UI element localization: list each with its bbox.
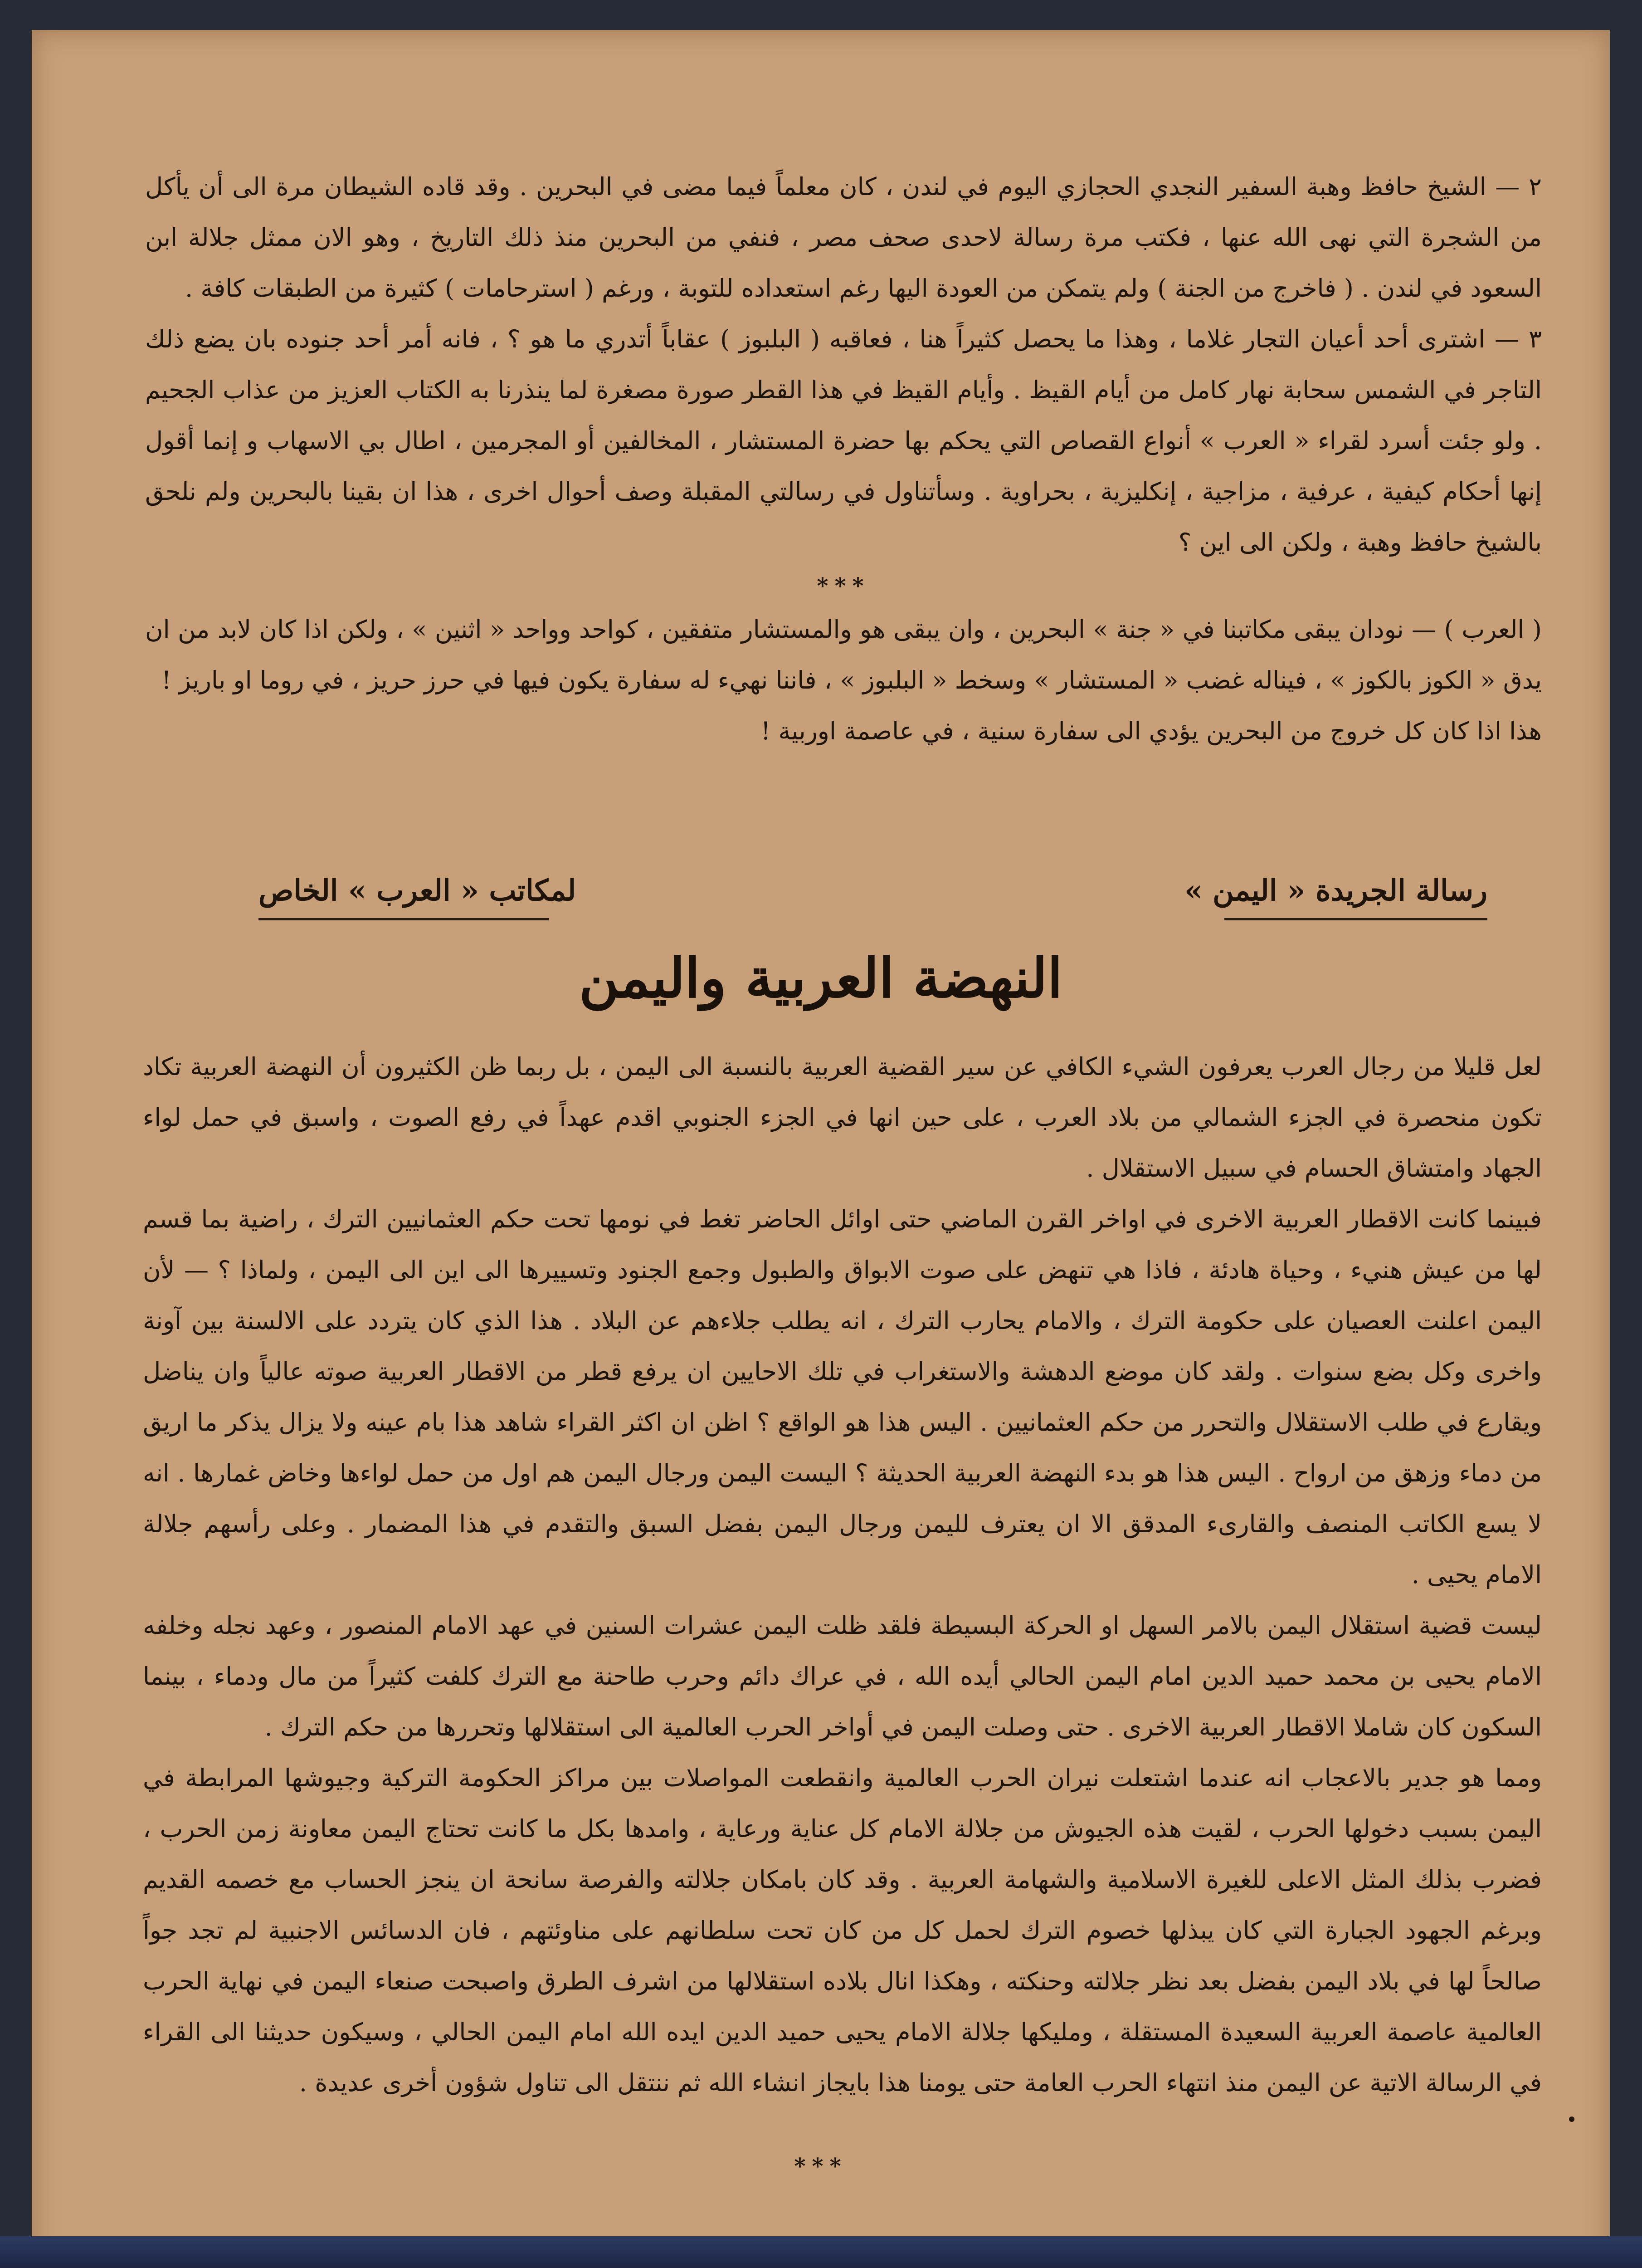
article-body (143, 1041, 1542, 2108)
rubric-underline-right (1224, 918, 1487, 920)
article-rubric-correspondent: لمكاتب « العرب » الخاص (258, 874, 576, 908)
article-paragraph: فبينما كانت الاقطار العربية الاخرى في اواخر القرن الماضي حتى اوائل الحاضر تغط في نومها تحت حكم العثمانيين الترك ، راضية بما قسم لها من عيش هنيء ، وحياة هادئة ، فاذا هي تنهض على صوت الابواق والطبول وجمع الجنود وتسييرها الى اين الى اليمن ، ولماذا ؟ — لأن اليمن اعلنت العصيان على حكومة الترك ، والامام يحارب الترك ، انه يطلب جلاءهم عن البلاد . هذا الذي كان يتردد على الالسنة بين آونة واخرى وكل بضع سنوات . ولقد كان موضع الدهشة والاستغراب في تلك الاحايين ان يرفع قطر من الاقطار العربية صوته عالياً وان يناضل ويقارع في طلب الاستقلال والتحرر من حكم العثمانيين . اليس هذا هو الواقع ؟ اظن ان اكثر القراء شاهد هذا بام عينه ولا يزال يذكر ما اريق من دماء وزهق من ارواح . اليس هذا هو بدء النهضة العربية الحديثة ؟ اليست اليمن ورجال اليمن هم اول من حمل لواءها وخاض غمارها . انه لا يسع الكاتب المنصف والقارىء المدقق الا ان يعترف لليمن ورجال اليمن بفضل السبق والتقدم في هذا المضمار . وعلى رأسهم جلالة الامام يحيى . (143, 1205, 1542, 1589)
binding-edge (0, 2236, 1642, 2268)
section-separator: *** (817, 573, 870, 599)
article-paragraph: ومما هو جدير بالاعجاب انه عندما اشتعلت نيران الحرب العالمية وانقطعت المواصلات بين مراكز الحكومة التركية وجيوشها المرابطة في اليمن بسبب دخولها الحرب ، لقيت هذه الجيوش من جلالة الامام كل عناية ورعاية ، وامدها بكل ما كانت تحتاج اليمن معاونة زمن الحرب ، فضرب بذلك المثل الاعلى للغيرة الاسلامية والشهامة العربية . وقد كان بامكان جلالته والفرصة سانحة ان ينجز الحساب مع خصمه القديم وبرغم الجهود الجبارة التي كان يبذلها خصوم الترك لحمل كل من كان تحت سلطانهم على مناوئتهم ، فان الدسائس الاجنبية لم تجد جواً صالحاً لها في بلاد اليمن بفضل بعد نظر جلالته وحنكته ، وهكذا انال بلاده استقلالها من اشرف الطرق واصبحت صنعاء اليمن في نهاية الحرب العالمية عاصمة العربية السعيدة المستقلة ، ومليكها جلالة الامام يحيى حميد الدين ايده الله امام اليمن الحالي ، وسيكون حديثنا الى القراء في الرسالة الاتية عن اليمن منذ انتهاء الحرب العامة حتى يومنا هذا بايجاز انشاء الله ثم ننتقل الى تناول شؤون أخرى عديدة . (143, 1764, 1542, 2097)
rubric-underline-left (258, 918, 549, 920)
editor-note: ( العرب ) — نودان يبقى مكاتبنا في « جنة » البحرين ، وان يبقى هو والمستشار متفقين ، كواحد وواحد « اثنين » ، ولكن اذا كان لابد من ان يدق « الكوز بالكوز » ، فيناله غضب « المستشار » وسخط « البلبوز » ، فاننا نهيء له سفارة يكون فيها في حرز حريز ، في روما او باريز ! (145, 615, 1542, 694)
article-headline: النهضة العربية واليمن (579, 946, 1063, 1010)
article-paragraph: ليست قضية استقلال اليمن بالامر السهل او الحركة البسيطة فلقد ظلت اليمن عشرات السنين في عهد الامام المنصور ، وعهد نجله وخلفه الامام يحيى بن محمد حميد الدين امام اليمن الحالي أيده الله ، في عراك دائم وحرب طاحنة مع الترك كلفت كثيراً من مال ودماء ، بينما السكون كان شاملا الاقطار العربية الاخرى . حتى وصلت اليمن في أواخر الحرب العالمية الى استقلالها وتحررها من حكم الترك . (143, 1611, 1542, 1741)
document-page (32, 30, 1610, 2268)
editor-note-closing: هذا اذا كان كل خروج من البحرين يؤدي الى سفارة سنية ، في عاصمة اوربية ! (760, 717, 1542, 745)
article-end-mark: *** (794, 2154, 848, 2179)
paragraph-point-3: ٣ — اشترى أحد أعيان التجار غلاما ، وهذا ما يحصل كثيراً هنا ، فعاقبه ( البلبوز ) عقاباً أتدري ما هو ؟ ، فانه أمر أحد جنوده بان يضع ذلك التاجر في الشمس سحابة نهار كامل من أيام القيظ . وأيام القيظ في هذا القطر صورة مصغرة لما ينذرنا به الكتاب العزيز من عذاب الجحيم . ولو جئت أسرد لقراء « العرب » أنواع القصاص التي يحكم بها حضرة المستشار ، المخالفين أو المجرمين ، اطال بي الاسهاب و إنما أقول إنها أحكام كيفية ، عرفية ، مزاجية ، إنكليزية ، بحراوية . وسأتناول في رسالتي المقبلة وصف أحوال اخرى ، هذا ان بقينا بالبحرين ولم نلحق بالشيخ حافظ وهبة ، ولكن الى اين ؟ (145, 325, 1542, 557)
article-rubric-source: رسالة الجريدة « اليمن » (1184, 874, 1487, 908)
top-text-block (145, 161, 1542, 757)
margin-mark (1569, 2116, 1574, 2122)
article-paragraph: لعل قليلا من رجال العرب يعرفون الشيء الكافي عن سير القضية العربية بالنسبة الى اليمن ، بل ربما ظن الكثيرون أن النهضة العربية تكاد تكون منحصرة في الجزء الشمالي من بلاد العرب ، على حين انها في الجزء الجنوبي اقدم عهداً في رفع الصوت ، واسبق في حمل لواء الجهاد وامتشاق الحسام في سبيل الاستقلال . (143, 1052, 1542, 1183)
paragraph-point-2: ٢ — الشيخ حافظ وهبة السفير النجدي الحجازي اليوم في لندن ، كان معلماً فيما مضى في البحرين . وقد قاده الشيطان مرة الى أن يأكل من الشجرة التي نهى الله عنها ، فكتب مرة رسالة لاحدى صحف مصر ، فنفي من البحرين منذ ذلك التاريخ ، وهو الان ممثل جلالة ابن السعود في لندن . ( فاخرج من الجنة ) ولم يتمكن من العودة اليها رغم استعداده للتوبة ، ورغم ( استرحامات ) كثيرة من الطبقات كافة . (145, 172, 1542, 303)
